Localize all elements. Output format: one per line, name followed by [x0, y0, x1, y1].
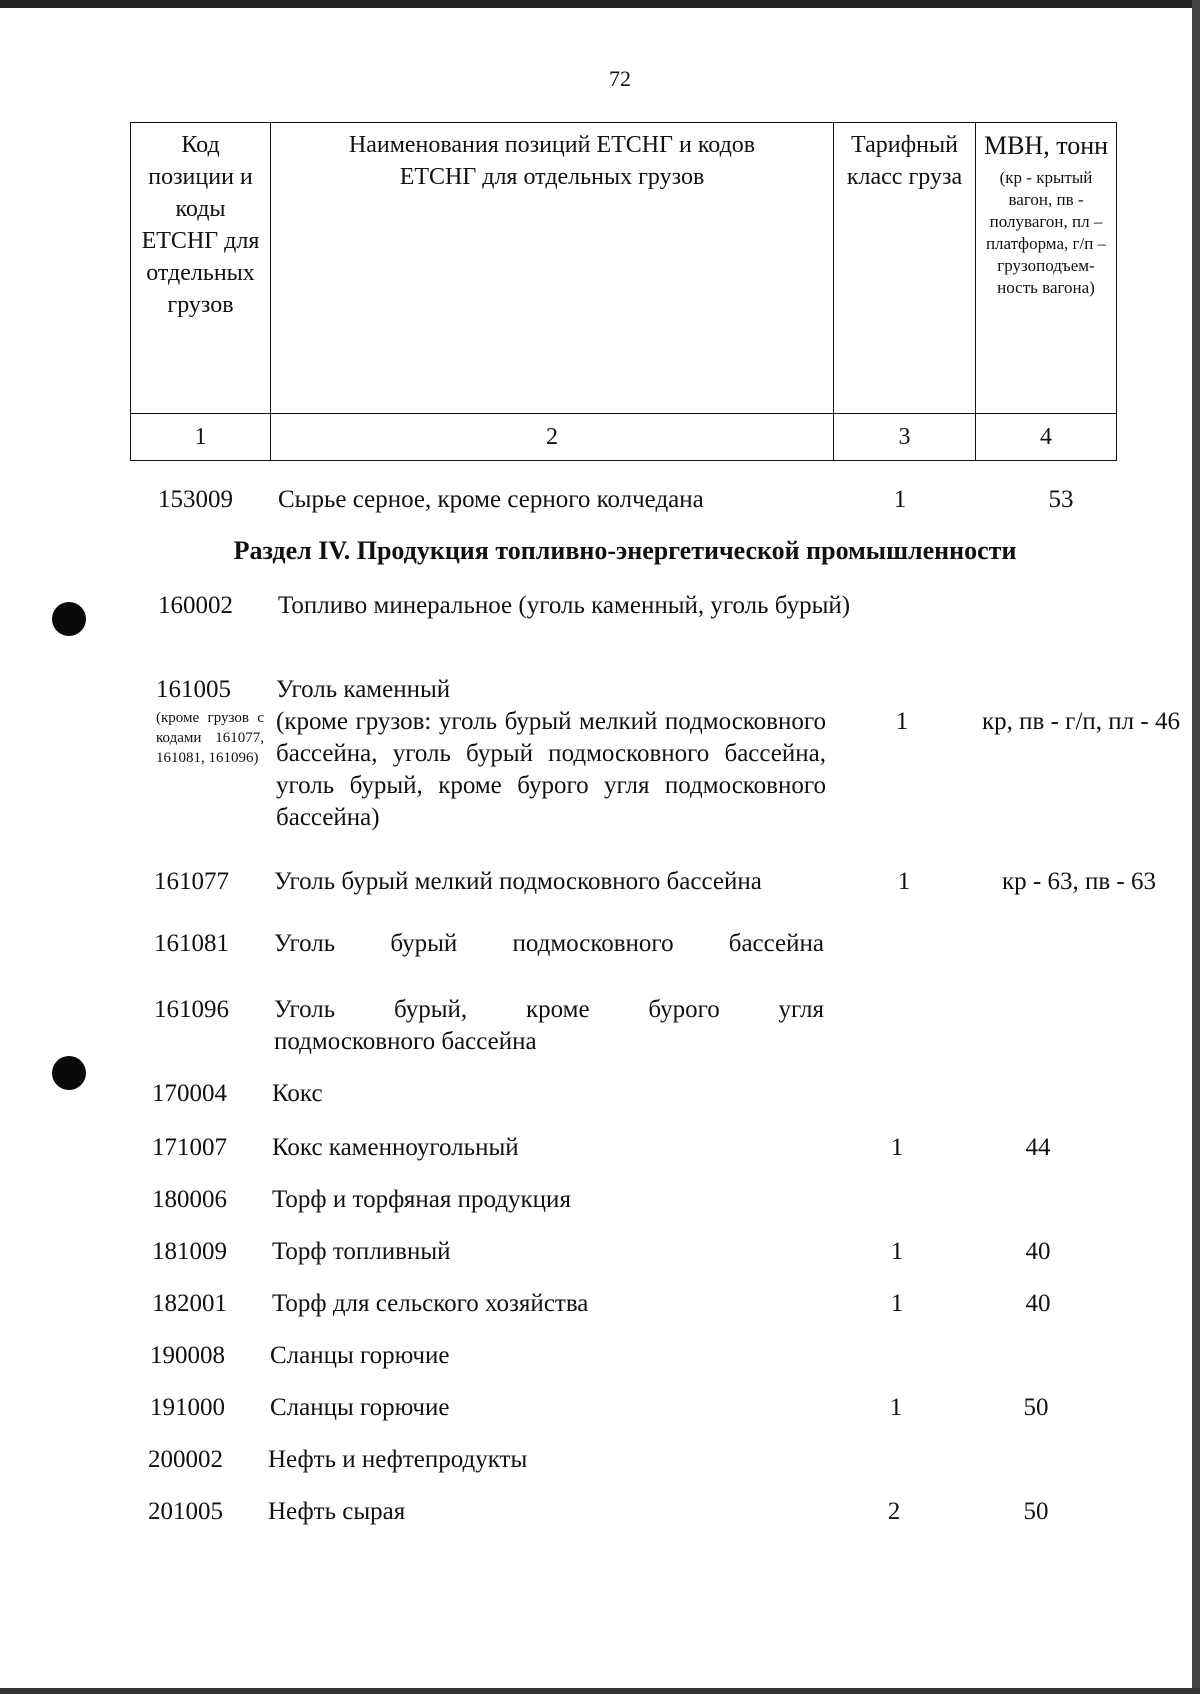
- header-mbn-main: МВН, тонн: [983, 131, 1109, 160]
- row-class: 1: [897, 868, 911, 895]
- row-name-line: Уголь бурый, кроме бурого угля: [274, 996, 824, 1023]
- row-name-title: Уголь каменный: [276, 676, 451, 703]
- row-code: 171007: [152, 1134, 227, 1161]
- row-class: 1: [893, 486, 907, 513]
- row-code: 182001: [152, 1290, 227, 1317]
- row-code: 161096: [154, 996, 229, 1023]
- row-code: 170004: [152, 1080, 227, 1107]
- section-title: Раздел IV. Продукция топливно-энергетической промышленности: [233, 536, 1017, 565]
- row-name: Уголь бурый подмосковного бассейна: [274, 930, 824, 957]
- row-class: 1: [895, 708, 909, 735]
- row-name: Сырье серное, кроме серного колчедана: [278, 486, 704, 513]
- column-number: 3: [834, 414, 976, 461]
- header-code: Код позиции и коды ЕТСНГ для отдельных грузов: [131, 123, 271, 414]
- punch-hole: [52, 602, 86, 636]
- row-code: 160002: [158, 592, 233, 619]
- row-mbn: 50: [1023, 1394, 1049, 1421]
- row-code: 153009: [158, 486, 233, 513]
- row-class: 1: [890, 1134, 904, 1161]
- row-name: Торф и торфяная продукция: [272, 1186, 571, 1213]
- row-name: Уголь бурый мелкий подмосковного бассейна: [274, 868, 762, 895]
- row-mbn: 40: [1025, 1238, 1051, 1265]
- scan-edge-bottom: [0, 1688, 1200, 1694]
- row-name: Топливо минеральное (уголь каменный, уголь бурый): [278, 592, 851, 619]
- row-code: 191000: [150, 1394, 225, 1421]
- row-class: 2: [887, 1498, 901, 1525]
- row-code: 161077: [154, 868, 229, 895]
- header-class: Тарифный класс груза: [834, 123, 976, 414]
- column-number: 1: [131, 414, 271, 461]
- row-mbn: 44: [1025, 1134, 1051, 1161]
- row-name: Нефть сырая: [268, 1498, 406, 1525]
- row-name: Кокс: [272, 1080, 323, 1107]
- column-number: 2: [271, 414, 834, 461]
- scan-edge-top: [0, 0, 1200, 8]
- row-mbn: 40: [1025, 1290, 1051, 1317]
- row-name: (кроме грузов: уголь бурый мелкий подмосковного бассейна, уголь бурый подмосковного бассейна, уголь бурый, кроме бурого угля подмосковного бассейна): [276, 708, 826, 831]
- row-code: 200002: [148, 1446, 223, 1473]
- table-header: [130, 122, 1117, 461]
- row-code: 181009: [152, 1238, 227, 1265]
- row-name: Кокс каменноугольный: [272, 1134, 519, 1161]
- row-name: Сланцы горючие: [270, 1342, 450, 1369]
- row-code-note: (кроме грузов с кодами 161077, 161081, 161096): [156, 710, 264, 766]
- row-name: Торф для сельского хозяйства: [272, 1290, 589, 1317]
- row-code: 190008: [150, 1342, 225, 1369]
- row-name: Торф топливный: [272, 1238, 451, 1265]
- scan-edge-right: [1192, 0, 1200, 1694]
- row-class: 1: [890, 1290, 904, 1317]
- row-mbn: кр, пв - г/п, пл - 46: [982, 708, 1180, 735]
- row-mbn: кр - 63, пв - 63: [1002, 868, 1156, 895]
- row-code: 201005: [148, 1498, 223, 1525]
- row-name-line: подмосковного бассейна: [274, 1028, 537, 1055]
- page-number: 72: [609, 66, 631, 91]
- row-code: 180006: [152, 1186, 227, 1213]
- row-class: 1: [890, 1238, 904, 1265]
- punch-hole: [52, 1056, 86, 1090]
- row-class: 1: [889, 1394, 903, 1421]
- row-mbn: 53: [1048, 486, 1074, 513]
- header-mbn: [976, 123, 1117, 414]
- column-number: 4: [976, 414, 1117, 461]
- header-mbn-note: (кр - крытый вагон, пв - полувагон, пл – платформа, г/п – грузоподъем-ность вагона): [985, 168, 1107, 297]
- row-name: Нефть и нефтепродукты: [268, 1446, 528, 1473]
- row-mbn: 50: [1023, 1498, 1049, 1525]
- row-name: Сланцы горючие: [270, 1394, 450, 1421]
- row-code: 161005: [156, 676, 231, 703]
- row-code: 161081: [154, 930, 229, 957]
- header-name: Наименования позиций ЕТСНГ и кодов ЕТСНГ для отдельных грузов: [271, 123, 834, 414]
